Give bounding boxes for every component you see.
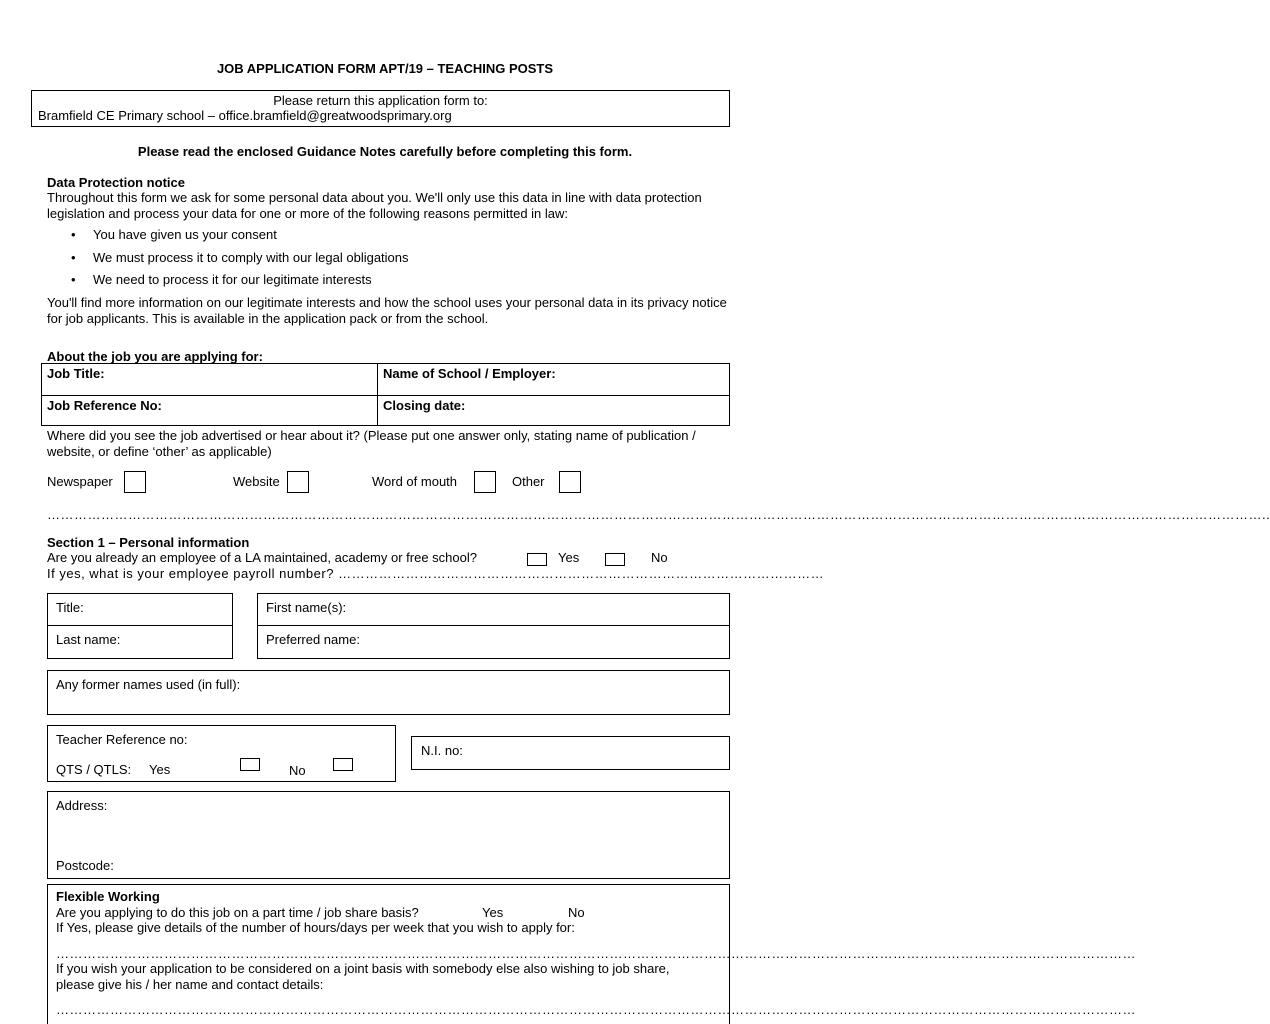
data-protection-bullets xyxy=(47,227,707,295)
option-newspaper-label: Newspaper xyxy=(47,474,113,489)
employee-no-label: No xyxy=(651,550,668,565)
qts-label: QTS / QTLS: xyxy=(56,762,132,777)
job-reference-field[interactable]: Job Reference No: xyxy=(47,398,162,413)
word-of-mouth-checkbox[interactable] xyxy=(474,471,496,493)
website-checkbox[interactable] xyxy=(287,471,309,493)
return-line-1: Please return this application form to: xyxy=(273,93,488,108)
ni-number-field[interactable] xyxy=(411,736,730,770)
option-word-of-mouth-label: Word of mouth xyxy=(372,474,458,489)
return-address-box xyxy=(31,90,730,127)
bullet-item: • We must process it to comply with our legal obligations xyxy=(71,249,409,265)
name-fields[interactable] xyxy=(257,593,730,659)
newspaper-checkbox[interactable] xyxy=(124,471,146,493)
qts-no-label: No xyxy=(289,763,306,778)
teacher-reference-box[interactable] xyxy=(47,725,396,782)
flexible-heading: Flexible Working xyxy=(56,889,160,904)
flexible-no-option[interactable]: No xyxy=(568,905,585,920)
bullet-item: • You have given us your consent xyxy=(71,227,277,242)
employee-question: Are you already an employee of a LA maintained, academy or free school? xyxy=(47,550,477,565)
last-name-label: Last name: xyxy=(56,632,121,647)
qts-no-checkbox[interactable] xyxy=(333,758,353,771)
ni-label: N.I. no: xyxy=(421,743,463,758)
advert-question: Where did you see the job advertised or hear about it? (Please put one answer only, stating name of publication / website, or define ‘other’ as applicable) xyxy=(47,428,696,459)
other-checkbox[interactable] xyxy=(559,471,581,493)
employee-yes-checkbox[interactable] xyxy=(527,553,547,566)
qts-yes-label: Yes xyxy=(149,762,171,777)
address-label: Address: xyxy=(56,798,108,813)
postcode-label: Postcode: xyxy=(56,858,114,873)
former-names-label: Any former names used (in full): xyxy=(56,677,241,692)
job-heading: About the job you are applying for: xyxy=(47,349,263,364)
data-protection-footer: You'll find more information on our legitimate interests and how the school uses your personal data in its privacy notice for job applicants. This is available in the application pack or from the school. xyxy=(47,295,727,326)
bullet-icon: • xyxy=(71,249,76,265)
flexible-question: Are you applying to do this job on a part time / job share basis? xyxy=(56,905,419,920)
teacher-ref-label: Teacher Reference no: xyxy=(56,732,188,747)
title-field[interactable] xyxy=(47,593,233,659)
flexible-details-prompt: If Yes, please give details of the number of hours/days per week that you wish to apply for: xyxy=(56,920,575,935)
first-names-label: First name(s): xyxy=(266,600,347,615)
option-website-label: Website xyxy=(233,474,280,489)
option-other-label: Other xyxy=(512,474,545,489)
preferred-name-label: Preferred name: xyxy=(266,632,360,647)
joint-basis-prompt: If you wish your application to be considered on a joint basis with somebody else also wishing to job share, please give his / her name and contact details: xyxy=(56,961,670,992)
bullet-icon: • xyxy=(71,227,76,242)
bullet-icon: • xyxy=(71,272,76,287)
advert-details-line[interactable]: ……………………………………………………………………………………………………………………………………………………………………………………………………………………………………………….. xyxy=(47,507,1270,522)
hours-details-line[interactable]: …………………………………………………………………………………………………………………………………………………………………………………………………………………… xyxy=(56,946,1136,961)
guidance-notice: Please read the enclosed Guidance Notes carefully before completing this form. xyxy=(137,144,633,159)
qts-yes-checkbox[interactable] xyxy=(240,758,260,771)
data-protection-heading: Data Protection notice xyxy=(47,175,185,190)
employee-yes-label: Yes xyxy=(558,550,580,565)
form-title: JOB APPLICATION FORM APT/19 – TEACHING POSTS xyxy=(216,61,554,76)
flexible-working-box xyxy=(47,884,1136,1024)
former-names-field[interactable] xyxy=(47,670,730,715)
employer-field[interactable]: Name of School / Employer: xyxy=(383,366,556,381)
data-protection-intro: Throughout this form we ask for some personal data about you. We'll only use this data in line with data protection legislation and process your data for one or more of the following reasons permitted in law: xyxy=(47,190,702,221)
address-field[interactable] xyxy=(47,791,730,879)
payroll-question[interactable]: If yes, what is your employee payroll number? ……………………………………………………………………………………………… xyxy=(47,566,825,581)
bullet-item: • We need to process it for our legitimate interests xyxy=(71,272,372,287)
job-title-field[interactable]: Job Title: xyxy=(47,366,105,381)
title-label: Title: xyxy=(56,600,84,615)
closing-date-field[interactable]: Closing date: xyxy=(383,398,466,413)
employee-no-checkbox[interactable] xyxy=(605,553,625,566)
section1-heading: Section 1 – Personal information xyxy=(47,535,250,550)
joint-details-line[interactable]: …………………………………………………………………………………………………………………………………………………………………………………………………………………… xyxy=(56,1002,1136,1017)
job-table xyxy=(41,363,730,426)
return-line-2: Bramfield CE Primary school – office.bramfield@greatwoodsprimary.org xyxy=(38,108,452,123)
flexible-yes-option[interactable]: Yes xyxy=(482,905,504,920)
